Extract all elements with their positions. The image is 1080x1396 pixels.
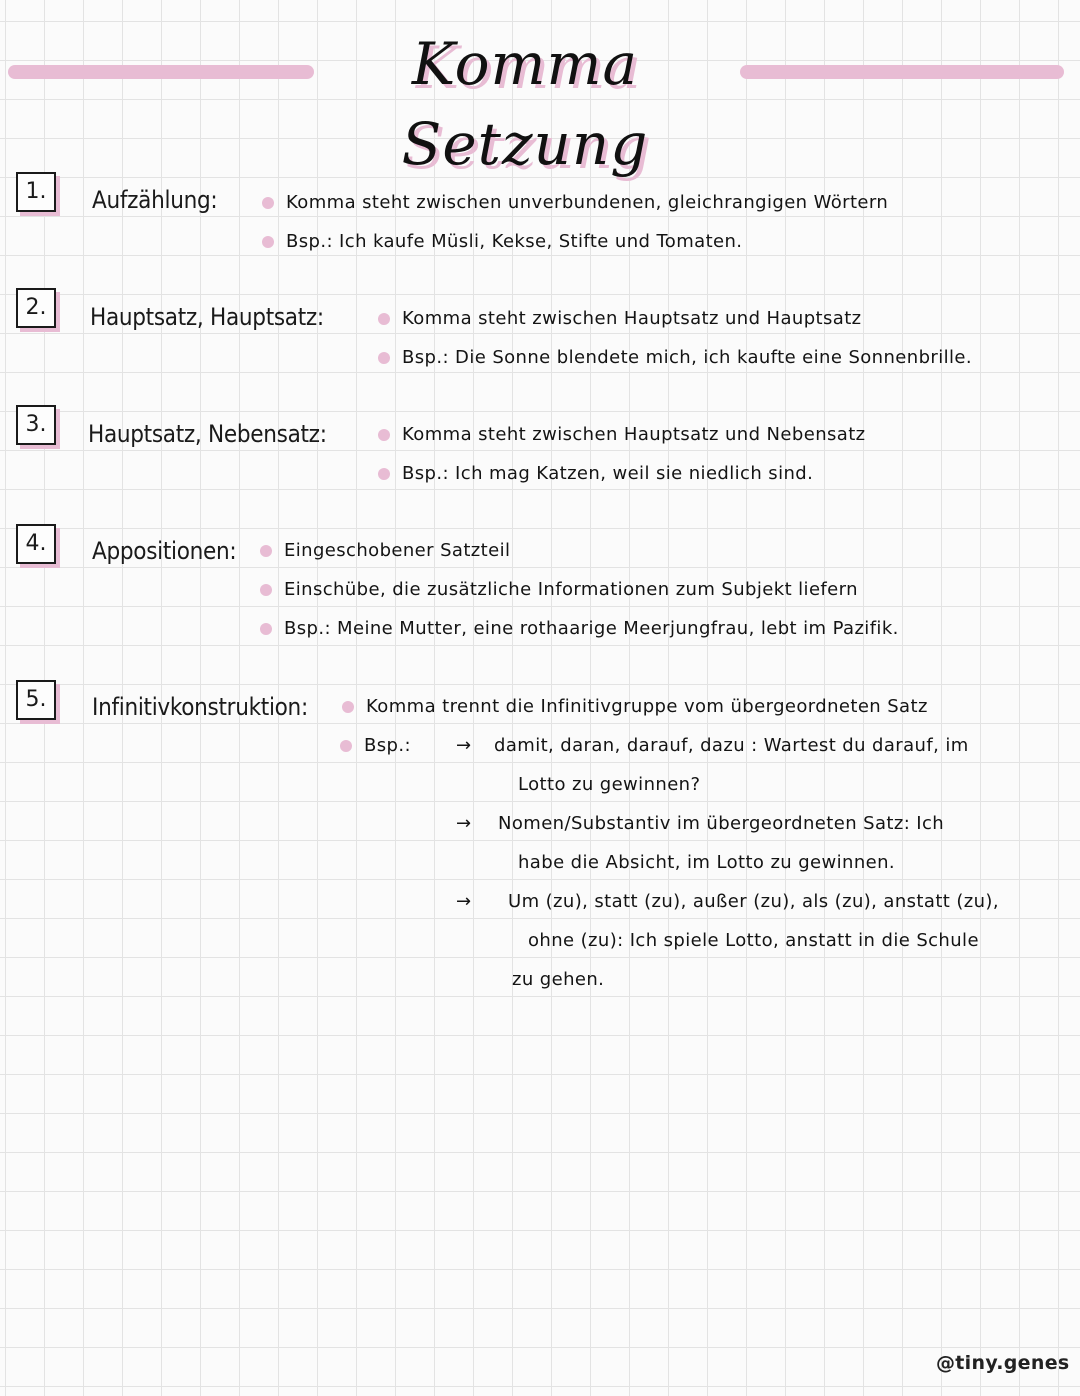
example-2-line-1: Nomen/Substantiv im übergeordneten Satz: Ich [498,813,945,834]
author-signature: @tiny.genes [936,1352,1070,1374]
section-5-bullet-2: Bsp.: [364,735,411,756]
section-4-bullet-1: Eingeschobener Satzteil [284,540,511,561]
section-1-number: 1. [16,172,56,212]
section-3-bullet-1: Komma steht zwischen Hauptsatz und Nebensatz [402,424,866,445]
section-3-bullet-2: Bsp.: Ich mag Katzen, weil sie niedlich sind. [402,463,814,484]
page-title: Komma Setzung [401,30,649,178]
section-4-bullet-3: Bsp.: Meine Mutter, eine rothaarige Meerjungfrau, lebt im Pazifik. [284,618,899,639]
bullet-dot [260,584,272,596]
section-4-bullet-2: Einschübe, die zusätzliche Informationen zum Subjekt liefern [284,579,858,600]
bullet-dot [262,197,274,209]
bullet-dot [378,313,390,325]
bullet-dot [260,623,272,635]
bullet-dot [378,429,390,441]
arrow-right-icon: → [456,891,472,912]
section-1-bullet-1: Komma steht zwischen unverbundenen, gleichrangigen Wörtern [286,192,889,213]
bullet-dot [342,701,354,713]
example-3-line-3: zu gehen. [512,969,605,990]
section-1-heading: Aufzählung: [92,186,218,214]
section-5-bullet-1: Komma trennt die Infinitivgruppe vom übergeordneten Satz [366,696,928,717]
example-1-line-2: Lotto zu gewinnen? [518,774,701,795]
example-3-line-2: ohne (zu): Ich spiele Lotto, anstatt in die Schule [528,930,979,951]
example-3-line-1: Um (zu), statt (zu), außer (zu), als (zu), anstatt (zu), [508,891,999,912]
section-4-number: 4. [16,524,56,564]
section-1-bullet-2: Bsp.: Ich kaufe Müsli, Kekse, Stifte und Tomaten. [286,231,743,252]
example-2-line-2: habe die Absicht, im Lotto zu gewinnen. [518,852,896,873]
section-5-number: 5. [16,680,56,720]
bullet-dot [378,468,390,480]
example-1-line-1: damit, daran, darauf, dazu : Wartest du darauf, im [494,735,969,756]
arrow-right-icon: → [456,735,472,756]
title-decoration-bar-left [8,65,314,79]
arrow-right-icon: → [456,813,472,834]
section-3-number: 3. [16,405,56,445]
section-2-number: 2. [16,288,56,328]
title-decoration-bar-right [740,65,1064,79]
bullet-dot [262,236,274,248]
bullet-dot [378,352,390,364]
bullet-dot [340,740,352,752]
section-5-heading: Infinitivkonstruktion: [92,693,308,721]
section-2-heading: Hauptsatz, Hauptsatz: [90,303,324,331]
section-4-heading: Appositionen: [92,537,237,565]
section-2-bullet-2: Bsp.: Die Sonne blendete mich, ich kaufte eine Sonnenbrille. [402,347,973,368]
section-2-bullet-1: Komma steht zwischen Hauptsatz und Hauptsatz [402,308,862,329]
bullet-dot [260,545,272,557]
section-3-heading: Hauptsatz, Nebensatz: [88,420,327,448]
